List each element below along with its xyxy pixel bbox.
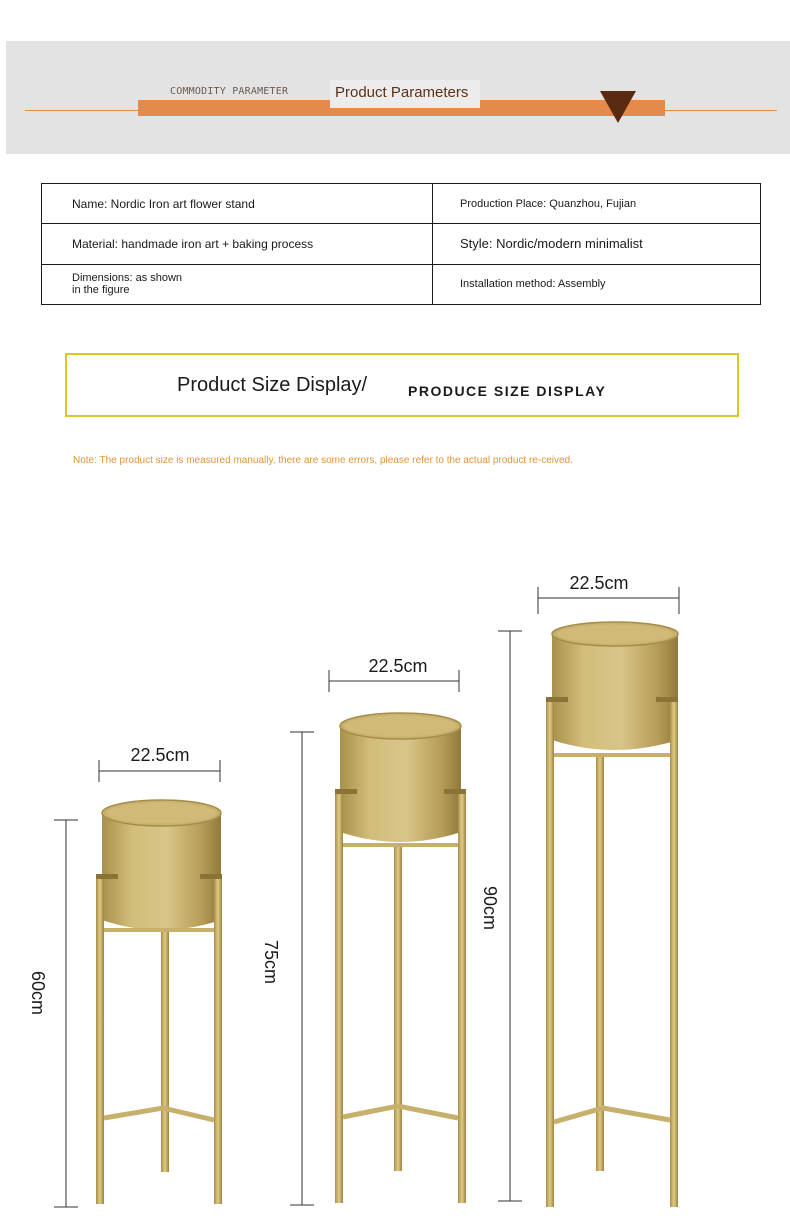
param-style: Style: Nordic/modern minimalist (433, 224, 761, 264)
measurement-note: Note: The product size is measured manually, there are some errors, please refer to the actual product re-ceived. (73, 455, 573, 466)
size-display-title-en: PRODUCE SIZE DISPLAY (408, 383, 607, 399)
param-dimensions-line2: in the figure (72, 284, 130, 297)
stand-90cm (480, 573, 679, 1207)
size-display-title: Product Size Display/ (177, 374, 368, 396)
stand3-height-label: 90cm (480, 885, 500, 931)
param-installation: Installation method: Assembly (433, 264, 761, 304)
stand2-width-label: 22.5cm (368, 656, 428, 676)
param-material: Material: handmade iron art + baking process (42, 224, 433, 264)
stand1-width-label: 22.5cm (130, 745, 190, 765)
stand2-height-label: 75cm (261, 939, 281, 985)
param-name: Name: Nordic Iron art flower stand (42, 184, 433, 224)
header-en-label: COMMODITY PARAMETER (170, 86, 289, 97)
param-dimensions-line1: Dimensions: as shown (72, 272, 183, 285)
header-title: Product Parameters (335, 84, 469, 101)
stand-75cm (261, 656, 466, 1205)
stand-60cm (28, 745, 222, 1207)
stand1-height-label: 60cm (28, 970, 48, 1016)
stand3-width-label: 22.5cm (569, 573, 629, 593)
param-production-place: Production Place: Quanzhou, Fujian (433, 184, 761, 224)
